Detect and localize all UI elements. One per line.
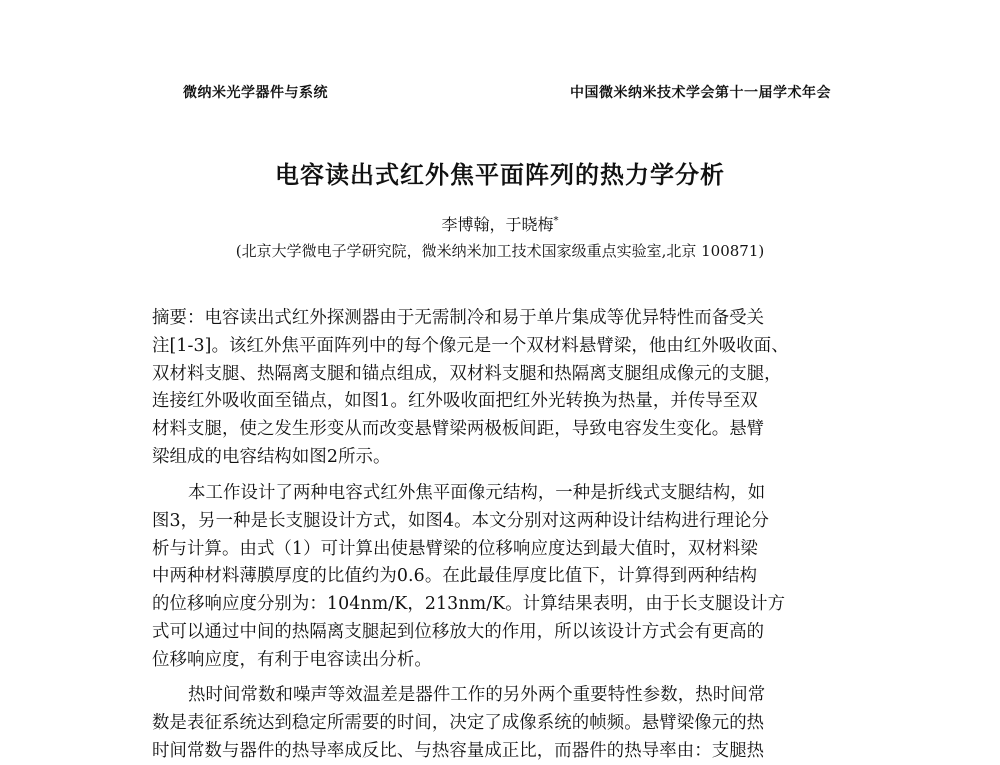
text-line: 析与计算。由式（1）可计算出使悬臂梁的位移响应度达到最大值时，双材料梁 — [152, 538, 758, 559]
text-line: 的位移响应度分别为：104nm/K，213nm/K。计算结果表明，由于长支腿设计方 — [152, 594, 786, 615]
text-line: 双材料支腿、热隔离支腿和锚点组成，双材料支腿和热隔离支腿组成像元的支腿， — [152, 363, 782, 384]
text-line: 梁组成的电容结构如图2所示。 — [152, 446, 391, 467]
corresponding-author-mark: * — [553, 215, 559, 227]
body-paragraph-2 — [152, 480, 848, 675]
text-line: 连接红外吸收面至锚点，如图1。红外吸收面把红外光转换为热量，并传导至双 — [152, 391, 758, 412]
text-line: 材料支腿，使之发生形变从而改变悬臂梁两极板间距，导致电容发生变化。悬臂 — [152, 419, 765, 440]
authors — [0, 212, 1000, 235]
text-line: 摘要：电容读出式红外探测器由于无需制冷和易于单片集成等优异特性而备受关 — [152, 308, 765, 328]
text-line: 注[1-3]。该红外焦平面阵列中的每个像元是一个双材料悬臂梁，他由红外吸收面、 — [152, 335, 789, 356]
body-paragraph-3 — [152, 682, 848, 765]
text-line: 图3，另一种是长支腿设计方式，如图4。本文分别对这两种设计结构进行理论分 — [152, 510, 770, 531]
text-line: 本工作设计了两种电容式红外焦平面像元结构，一种是折线式支腿结构，如 — [188, 483, 766, 503]
text-line: 热时间常数和噪声等效温差是器件工作的另外两个重要特性参数，热时间常 — [188, 685, 766, 705]
text-line: 数是表征系统达到稳定所需要的时间，决定了成像系统的帧频。悬臂梁像元的热 — [152, 712, 765, 733]
text-line: 时间常数与器件的热导率成反比、与热容量成正比，而器件的热导率由：支腿热 — [152, 740, 765, 761]
text-line: 中两种材料薄膜厚度的比值约为0.6。在此最佳厚度比值下，计算得到两种结构 — [152, 566, 758, 587]
affiliation: (北京大学微电子学研究院，微米纳米加工技术国家级重点实验室,北京 100871) — [235, 242, 765, 260]
abstract-paragraph — [152, 305, 848, 472]
running-head-left: 微纳米光学器件与系统 — [183, 85, 328, 101]
text-line: 式可以通过中间的热隔离支腿起到位移放大的作用，所以该设计方式会有更高的 — [152, 621, 765, 642]
paper-title: 电容读出式红外焦平面阵列的热力学分析 — [275, 161, 725, 189]
text-line: 位移响应度，有利于电容读出分析。 — [152, 649, 432, 670]
running-head-right: 中国微米纳米技术学会第十一届学术年会 — [570, 85, 831, 101]
author-names: 李博翰，于晓梅 — [441, 215, 554, 234]
